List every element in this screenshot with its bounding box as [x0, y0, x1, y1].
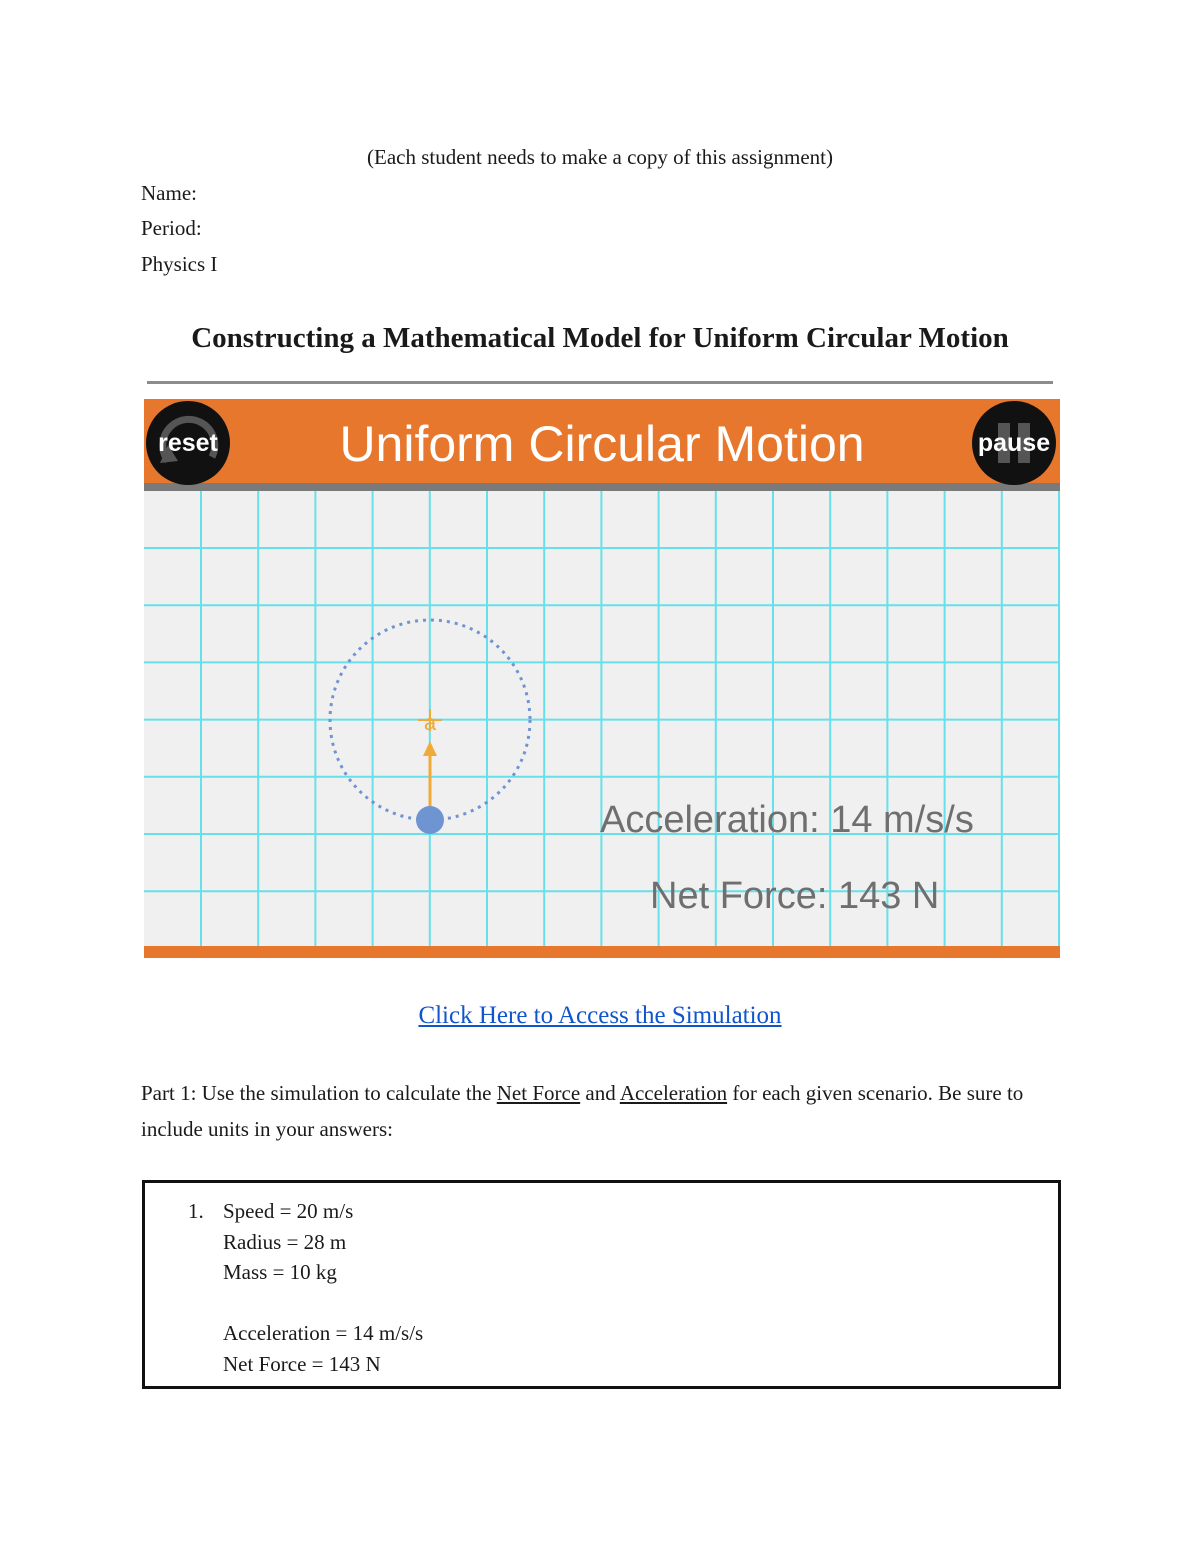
- simulation-link[interactable]: Click Here to Access the Simulation: [418, 1002, 782, 1029]
- acceleration-vector-head: [423, 741, 437, 756]
- term-net-force: Net Force: [496, 1081, 581, 1105]
- term-acceleration: Acceleration: [619, 1081, 728, 1105]
- part1-instructions: [141, 1075, 1061, 1147]
- simulation-header-bar: [144, 483, 1060, 491]
- course-label: Physics I: [141, 252, 218, 276]
- reset-label: reset: [158, 428, 218, 457]
- question-number: 1.: [188, 1199, 204, 1223]
- part1-suffix: for each given scenario. Be sure to include units in your answers:: [141, 1081, 1024, 1141]
- vector-label: a: [423, 710, 437, 735]
- part1-middle: and: [580, 1081, 620, 1105]
- pause-button[interactable]: [972, 401, 1056, 485]
- speed-value: Speed = 20 m/s: [223, 1199, 354, 1223]
- pause-label: pause: [977, 428, 1051, 457]
- part1-prefix: Part 1: Use the simulation to calculate the: [141, 1081, 497, 1105]
- copy-instruction: (Each student needs to make a copy of this assignment): [367, 145, 833, 169]
- simulation-screenshot: [144, 399, 1060, 958]
- net-force-readout: Net Force: 143 N: [650, 875, 940, 917]
- mass-value: Mass = 10 kg: [223, 1260, 337, 1284]
- radius-value: Radius = 28 m: [223, 1230, 347, 1254]
- page-title: Constructing a Mathematical Model for Uniform Circular Motion: [191, 322, 1009, 354]
- name-label: Name:: [141, 181, 197, 205]
- title-divider: [147, 381, 1053, 384]
- simulation-link-row: [0, 998, 1200, 1034]
- orbiting-ball[interactable]: [416, 806, 444, 834]
- period-label: Period:: [141, 216, 202, 240]
- simulation-footer: [144, 946, 1060, 958]
- reset-button[interactable]: [146, 401, 230, 485]
- answer-box: [142, 1180, 1061, 1389]
- simulation-title: Uniform Circular Motion: [339, 416, 865, 472]
- acceleration-answer: Acceleration = 14 m/s/s: [223, 1321, 424, 1345]
- acceleration-readout: Acceleration: 14 m/s/s: [600, 799, 974, 841]
- net-force-answer: Net Force = 143 N: [223, 1352, 381, 1376]
